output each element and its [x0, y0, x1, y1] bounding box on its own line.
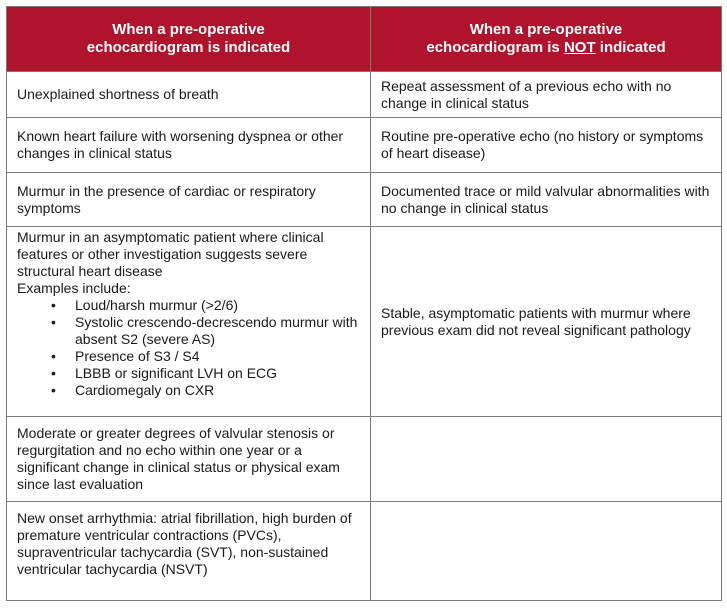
- bullet-icon: •: [51, 365, 56, 381]
- examples-label: Examples include:: [17, 280, 131, 296]
- list-item: [51, 314, 362, 348]
- table-row: [7, 72, 722, 118]
- not-indicated-cell: [371, 417, 722, 502]
- header-not-emphasis: NOT: [563, 39, 596, 56]
- indicated-cell: Unexplained shortness of breath: [7, 72, 371, 118]
- table-row: [7, 502, 722, 601]
- header-not-indicated-line2-post: indicated: [595, 39, 666, 56]
- not-indicated-cell: [371, 502, 722, 601]
- not-indicated-cell: Repeat assessment of a previous echo with no change in clinical status: [371, 72, 722, 118]
- list-item: [51, 297, 362, 314]
- echo-indications-table: [6, 6, 722, 601]
- indicated-cell: Moderate or greater degrees of valvular stenosis or regurgitation and no echo within one year or a significant change in clinical status or physical exam since last evaluation: [7, 417, 371, 502]
- example-text: Presence of S3 / S4: [75, 348, 200, 364]
- table-row: [7, 173, 722, 227]
- header-row: [7, 7, 722, 72]
- not-indicated-cell: Stable, asymptomatic patients with murmur where previous exam did not reveal significant pathology: [371, 227, 722, 417]
- example-text: Cardiomegaly on CXR: [75, 382, 215, 398]
- header-indicated-line1: When a pre-operative: [112, 21, 265, 38]
- echo-indications-table-wrap: [6, 6, 721, 601]
- header-not-indicated: [371, 7, 722, 72]
- example-text: Loud/harsh murmur (>2/6): [75, 297, 239, 313]
- bullet-icon: •: [51, 314, 56, 330]
- table-row: [7, 417, 722, 502]
- list-item: [51, 348, 362, 365]
- indicated-cell: Known heart failure with worsening dyspnea or other changes in clinical status: [7, 118, 371, 173]
- list-item: [51, 382, 362, 399]
- example-text: Systolic crescendo-decrescendo murmur with absent S2 (severe AS): [75, 314, 358, 347]
- examples-list: [17, 297, 362, 399]
- bullet-icon: •: [51, 348, 56, 364]
- indicated-cell: New onset arrhythmia: atrial fibrillation, high burden of premature ventricular contractions (PVCs), supraventricular tachycardia (SVT), non-sustained ventricular tachycardia (NSVT): [7, 502, 371, 601]
- header-not-indicated-line1: When a pre-operative: [469, 21, 623, 38]
- table-row: [7, 227, 722, 417]
- not-indicated-cell: Routine pre-operative echo (no history or symptoms of heart disease): [371, 118, 722, 173]
- header-not-indicated-line2-pre: echocardiogram is: [426, 39, 564, 56]
- header-indicated-line2: echocardiogram is indicated: [86, 39, 291, 56]
- table-row: [7, 118, 722, 173]
- indicated-cell: Murmur in the presence of cardiac or respiratory symptoms: [7, 173, 371, 227]
- bullet-icon: •: [51, 297, 56, 313]
- example-text: LBBB or significant LVH on ECG: [75, 365, 278, 381]
- indicated-cell: [7, 227, 371, 417]
- header-indicated: [7, 7, 371, 72]
- list-item: [51, 365, 362, 382]
- indicated-text: Murmur in an asymptomatic patient where clinical features or other investigation suggests severe structural heart disease: [17, 229, 324, 279]
- bullet-icon: •: [51, 382, 56, 398]
- not-indicated-cell: Documented trace or mild valvular abnormalities with no change in clinical status: [371, 173, 722, 227]
